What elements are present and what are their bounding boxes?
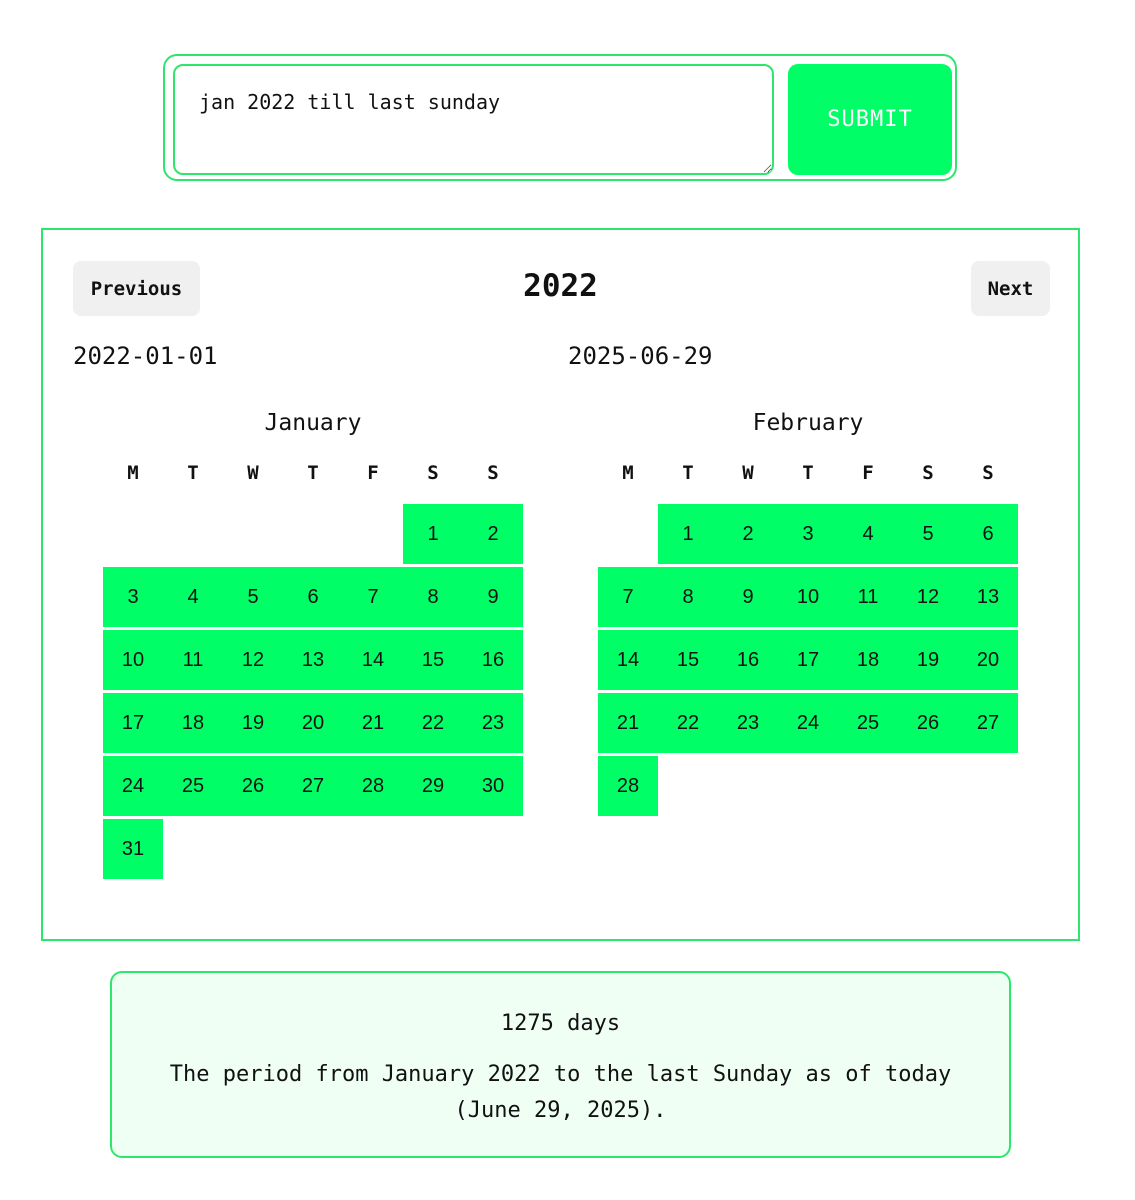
calendar-day[interactable]: 7	[343, 567, 403, 627]
weekday-header: S	[982, 462, 994, 484]
calendar-panel	[41, 228, 1080, 941]
calendar-day[interactable]: 24	[778, 693, 838, 753]
calendar-day[interactable]: 21	[598, 693, 658, 753]
weekday-header: F	[367, 462, 379, 484]
calendar-blank-cell	[223, 504, 283, 564]
calendar-day[interactable]: 5	[898, 504, 958, 564]
result-description: The period from January 2022 to the last Sunday as of today (June 29, 2025).	[169, 1062, 952, 1123]
calendar-day[interactable]: 17	[103, 693, 163, 753]
weekday-header: M	[127, 462, 139, 484]
calendar-day[interactable]: 6	[283, 567, 343, 627]
weekday-header: T	[307, 462, 319, 484]
calendar-day[interactable]: 9	[718, 567, 778, 627]
calendar-day[interactable]: 2	[463, 504, 523, 564]
month-january	[103, 408, 523, 879]
calendar-day[interactable]: 30	[463, 756, 523, 816]
calendar-day[interactable]: 5	[223, 567, 283, 627]
calendar-day[interactable]: 22	[658, 693, 718, 753]
calendar-day[interactable]: 10	[103, 630, 163, 690]
calendar-day[interactable]: 28	[598, 756, 658, 816]
weekday-header: W	[247, 462, 259, 484]
calendar-day[interactable]: 23	[463, 693, 523, 753]
calendar-day[interactable]: 21	[343, 693, 403, 753]
calendar-day[interactable]: 18	[838, 630, 898, 690]
result-box	[110, 971, 1011, 1158]
calendar-day[interactable]: 4	[163, 567, 223, 627]
weekday-header: F	[862, 462, 874, 484]
calendar-day[interactable]: 8	[658, 567, 718, 627]
calendar-day[interactable]: 3	[103, 567, 163, 627]
result-days-count: 1275 days	[500, 1011, 621, 1036]
calendar-blank-cell	[283, 504, 343, 564]
weekday-header: T	[802, 462, 814, 484]
next-button[interactable]: Next	[971, 261, 1050, 316]
weekday-header: S	[427, 462, 439, 484]
weekday-header: T	[187, 462, 199, 484]
weekday-header: W	[742, 462, 754, 484]
calendar-day[interactable]: 26	[223, 756, 283, 816]
calendar-day[interactable]: 28	[343, 756, 403, 816]
calendar-day[interactable]: 10	[778, 567, 838, 627]
end-date-label: 2025-06-29	[568, 342, 713, 370]
submit-button[interactable]: SUBMIT	[788, 64, 952, 175]
calendar-day[interactable]: 27	[958, 693, 1018, 753]
calendar-day[interactable]: 8	[403, 567, 463, 627]
weekday-header: T	[682, 462, 694, 484]
calendar-day[interactable]: 23	[718, 693, 778, 753]
weekday-header: S	[922, 462, 934, 484]
days-grid	[598, 504, 1018, 816]
weekday-header-row	[598, 458, 1018, 488]
calendar-day[interactable]: 20	[283, 693, 343, 753]
calendar-blank-cell	[598, 504, 658, 564]
calendar-day[interactable]: 17	[778, 630, 838, 690]
calendar-day[interactable]: 16	[718, 630, 778, 690]
calendar-day[interactable]: 11	[163, 630, 223, 690]
calendar-day[interactable]: 13	[958, 567, 1018, 627]
calendar-day[interactable]: 11	[838, 567, 898, 627]
calendar-day[interactable]: 24	[103, 756, 163, 816]
calendar-day[interactable]: 26	[898, 693, 958, 753]
month-february	[598, 408, 1018, 816]
start-date-label: 2022-01-01	[73, 342, 218, 370]
calendar-day[interactable]: 6	[958, 504, 1018, 564]
month-name: January	[264, 410, 362, 436]
calendar-blank-cell	[103, 504, 163, 564]
calendar-day[interactable]: 22	[403, 693, 463, 753]
calendar-day[interactable]: 25	[838, 693, 898, 753]
calendar-blank-cell	[163, 504, 223, 564]
calendar-day[interactable]: 14	[598, 630, 658, 690]
calendar-day[interactable]: 19	[223, 693, 283, 753]
calendar-day[interactable]: 19	[898, 630, 958, 690]
calendar-day[interactable]: 31	[103, 819, 163, 879]
calendar-day[interactable]: 12	[223, 630, 283, 690]
calendar-day[interactable]: 1	[403, 504, 463, 564]
calendar-day[interactable]: 2	[718, 504, 778, 564]
query-input[interactable]	[173, 64, 774, 175]
calendar-day[interactable]: 9	[463, 567, 523, 627]
calendar-day[interactable]: 15	[403, 630, 463, 690]
days-grid	[103, 504, 523, 879]
calendar-day[interactable]: 16	[463, 630, 523, 690]
calendar-day[interactable]: 4	[838, 504, 898, 564]
calendar-day[interactable]: 18	[163, 693, 223, 753]
calendar-day[interactable]: 25	[163, 756, 223, 816]
calendar-day[interactable]: 15	[658, 630, 718, 690]
weekday-header: M	[622, 462, 634, 484]
calendar-day[interactable]: 27	[283, 756, 343, 816]
weekday-header: S	[487, 462, 499, 484]
calendar-day[interactable]: 29	[403, 756, 463, 816]
calendar-day[interactable]: 12	[898, 567, 958, 627]
previous-button[interactable]: Previous	[73, 261, 200, 316]
calendar-day[interactable]: 7	[598, 567, 658, 627]
calendar-day[interactable]: 3	[778, 504, 838, 564]
query-form	[163, 54, 957, 181]
year-title: 2022	[523, 268, 598, 304]
weekday-header-row	[103, 458, 523, 488]
calendar-blank-cell	[343, 504, 403, 564]
month-name: February	[752, 410, 864, 436]
calendar-day[interactable]: 20	[958, 630, 1018, 690]
calendar-day[interactable]: 13	[283, 630, 343, 690]
calendar-day[interactable]: 1	[658, 504, 718, 564]
calendar-day[interactable]: 14	[343, 630, 403, 690]
